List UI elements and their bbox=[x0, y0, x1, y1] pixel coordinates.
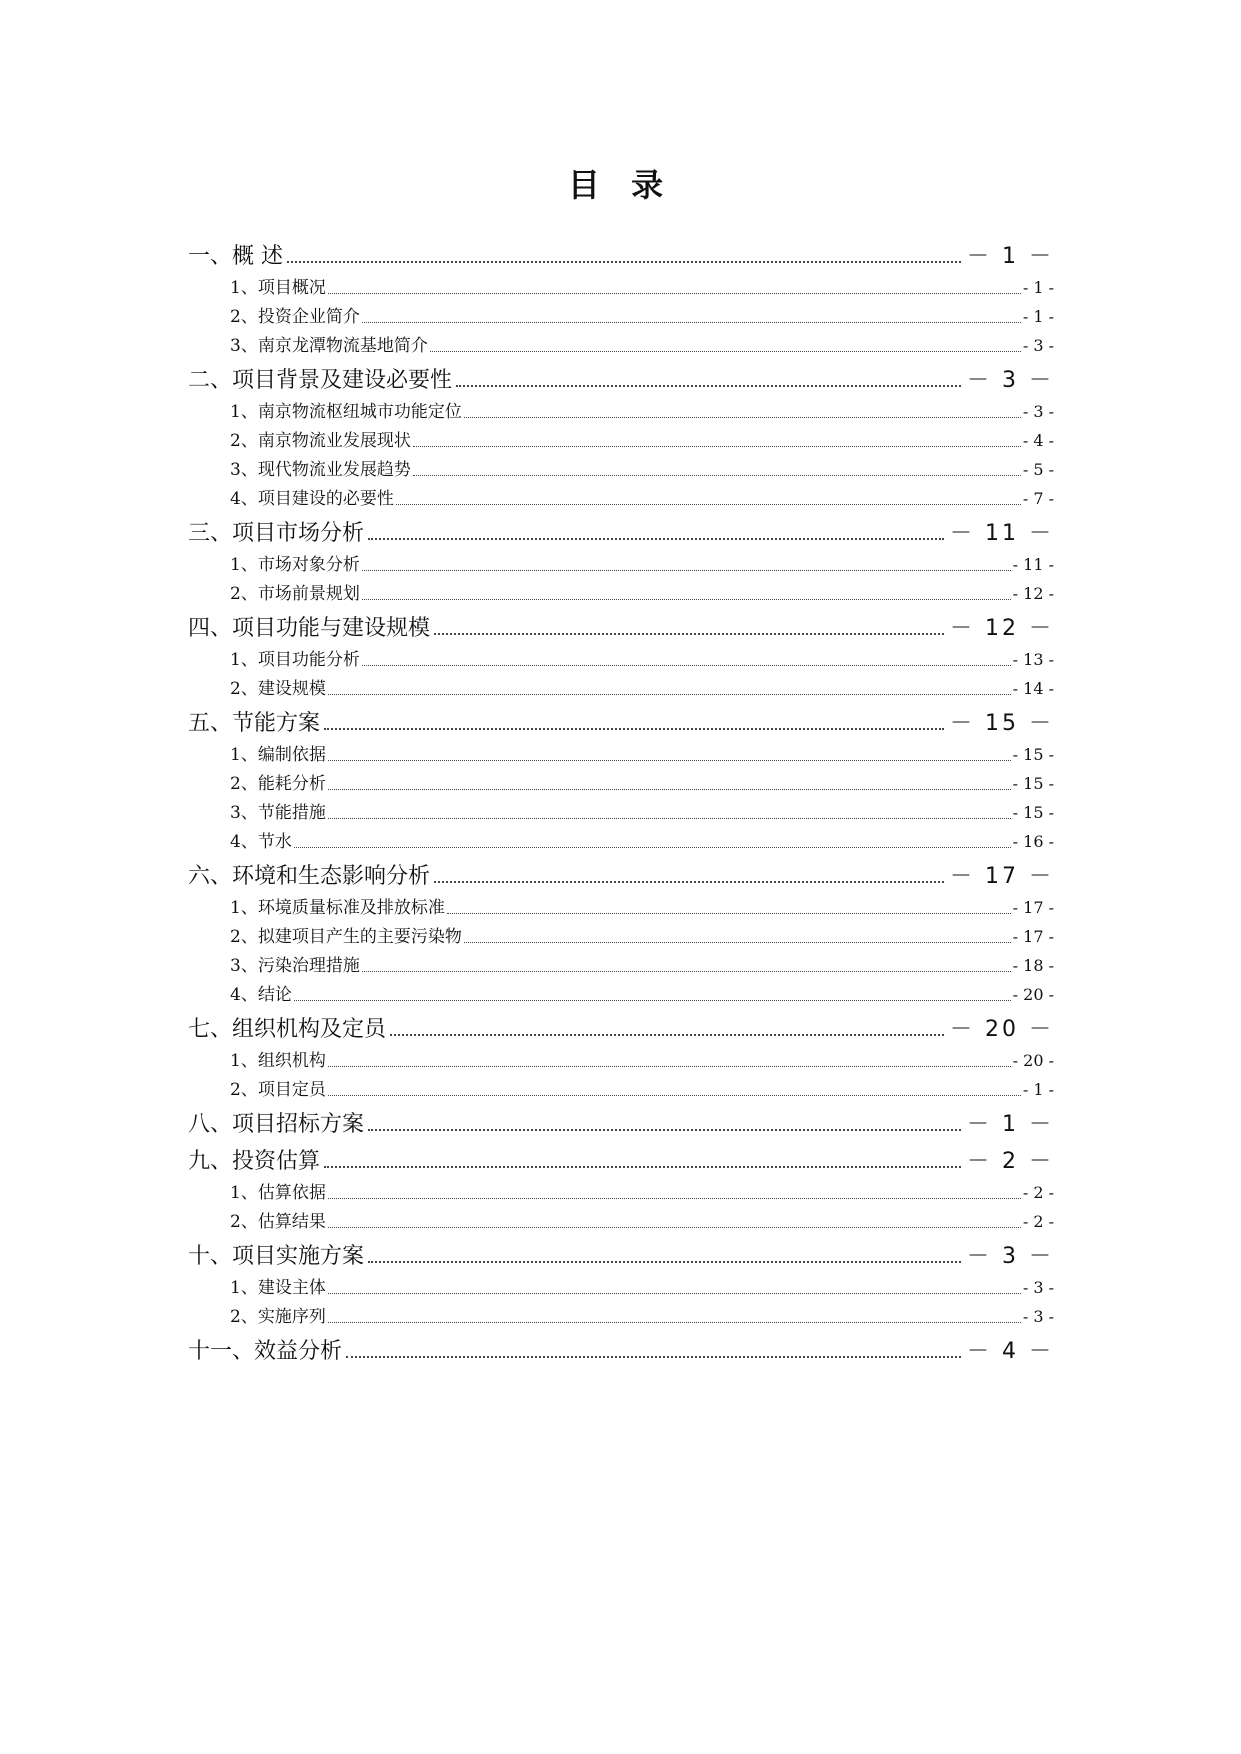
toc-dot-leader bbox=[362, 665, 1011, 666]
toc-entry-label: 七、组织机构及定员 bbox=[188, 1017, 387, 1042]
toc-section-entry[interactable] bbox=[188, 516, 1054, 550]
toc-entry-label: 2、拟建项目产生的主要污染物 bbox=[230, 927, 462, 947]
toc-dot-leader bbox=[413, 446, 1021, 447]
toc-entry-label: 3、污染治理措施 bbox=[230, 956, 360, 976]
toc-dot-leader bbox=[328, 293, 1021, 294]
toc-dot-leader bbox=[328, 694, 1011, 695]
toc-entry-label: 五、节能方案 bbox=[188, 711, 321, 736]
toc-subsection-entry[interactable] bbox=[188, 798, 1054, 827]
toc-dot-leader bbox=[328, 1095, 1021, 1096]
toc-page-number: － 3 － bbox=[967, 1244, 1054, 1269]
toc-entry-label: 2、投资企业简介 bbox=[230, 307, 360, 327]
toc-entry-label: 1、环境质量标准及排放标准 bbox=[230, 898, 445, 918]
toc-dot-leader bbox=[464, 942, 1011, 943]
toc-dot-leader bbox=[456, 385, 961, 387]
toc-section-entry[interactable] bbox=[188, 1144, 1054, 1178]
toc-subsection-entry[interactable] bbox=[188, 1046, 1054, 1075]
toc-dot-leader bbox=[328, 1293, 1021, 1294]
toc-dot-leader bbox=[328, 818, 1011, 819]
toc-entry-label: 十一、效益分析 bbox=[188, 1339, 343, 1364]
toc-entry-label: 2、实施序列 bbox=[230, 1307, 326, 1327]
toc-dot-leader bbox=[328, 1322, 1021, 1323]
toc-entry-label: 1、项目概况 bbox=[230, 278, 326, 298]
toc-section-entry[interactable] bbox=[188, 859, 1054, 893]
toc-section-entry[interactable] bbox=[188, 1239, 1054, 1273]
toc-entry-label: 2、估算结果 bbox=[230, 1212, 326, 1232]
toc-section-entry[interactable] bbox=[188, 1334, 1054, 1368]
toc-page-number: － 1 － bbox=[967, 244, 1054, 269]
toc-subsection-entry[interactable] bbox=[188, 1178, 1054, 1207]
toc-page-number: - 3 - bbox=[1022, 1307, 1054, 1326]
toc-dot-leader bbox=[396, 504, 1021, 505]
toc-page-number: － 11 － bbox=[950, 521, 1054, 546]
toc-entry-label: 4、项目建设的必要性 bbox=[230, 489, 394, 509]
toc-dot-leader bbox=[390, 1034, 944, 1036]
toc-entry-label: 六、环境和生态影响分析 bbox=[188, 864, 431, 889]
toc-subsection-entry[interactable] bbox=[188, 1075, 1054, 1104]
toc-subsection-entry[interactable] bbox=[188, 922, 1054, 951]
toc-dot-leader bbox=[328, 1066, 1011, 1067]
toc-entry-label: 3、现代物流业发展趋势 bbox=[230, 460, 411, 480]
toc-subsection-entry[interactable] bbox=[188, 484, 1054, 513]
toc-page-number: - 5 - bbox=[1022, 460, 1054, 479]
toc-subsection-entry[interactable] bbox=[188, 397, 1054, 426]
toc-entry-label: 4、节水 bbox=[230, 832, 292, 852]
toc-page-number: － 17 － bbox=[950, 864, 1054, 889]
toc-page-number: - 1 - bbox=[1022, 307, 1054, 326]
toc-entry-label: 八、项目招标方案 bbox=[188, 1112, 365, 1137]
toc-entry-label: 1、项目功能分析 bbox=[230, 650, 360, 670]
toc-entry-label: 2、能耗分析 bbox=[230, 774, 326, 794]
toc-entry-label: 4、结论 bbox=[230, 985, 292, 1005]
toc-dot-leader bbox=[362, 570, 1011, 571]
toc-subsection-entry[interactable] bbox=[188, 1273, 1054, 1302]
toc-page-number: － 20 － bbox=[950, 1017, 1054, 1042]
toc-dot-leader bbox=[324, 1166, 961, 1168]
toc-page-number: － 15 － bbox=[950, 711, 1054, 736]
table-of-contents bbox=[188, 236, 1054, 1368]
toc-dot-leader bbox=[430, 351, 1021, 352]
toc-subsection-entry[interactable] bbox=[188, 455, 1054, 484]
toc-page-number: - 15 - bbox=[1012, 803, 1054, 822]
toc-dot-leader bbox=[346, 1356, 961, 1358]
toc-subsection-entry[interactable] bbox=[188, 645, 1054, 674]
toc-dot-leader bbox=[328, 760, 1011, 761]
toc-page-number: - 2 - bbox=[1022, 1183, 1054, 1202]
toc-dot-leader bbox=[362, 599, 1011, 600]
toc-page-number: - 15 - bbox=[1012, 774, 1054, 793]
toc-page-number: － 12 － bbox=[950, 616, 1054, 641]
toc-entry-label: 三、项目市场分析 bbox=[188, 521, 365, 546]
toc-section-entry[interactable] bbox=[188, 1012, 1054, 1046]
toc-dot-leader bbox=[324, 728, 944, 730]
toc-dot-leader bbox=[294, 847, 1011, 848]
toc-subsection-entry[interactable] bbox=[188, 740, 1054, 769]
toc-section-entry[interactable] bbox=[188, 706, 1054, 740]
toc-entry-label: 二、项目背景及建设必要性 bbox=[188, 368, 453, 393]
toc-page-number: - 1 - bbox=[1022, 1080, 1054, 1099]
toc-entry-label: 四、项目功能与建设规模 bbox=[188, 616, 431, 641]
toc-entry-label: 一、概 述 bbox=[188, 244, 283, 269]
toc-subsection-entry[interactable] bbox=[188, 674, 1054, 703]
toc-entry-label: 3、节能措施 bbox=[230, 803, 326, 823]
toc-page-number: - 7 - bbox=[1022, 489, 1054, 508]
toc-subsection-entry[interactable] bbox=[188, 302, 1054, 331]
toc-entry-label: 3、南京龙潭物流基地简介 bbox=[230, 336, 428, 356]
toc-section-entry[interactable] bbox=[188, 611, 1054, 645]
toc-entry-label: 1、建设主体 bbox=[230, 1278, 326, 1298]
toc-subsection-entry[interactable] bbox=[188, 827, 1054, 856]
toc-page-number: - 20 - bbox=[1012, 1051, 1054, 1070]
toc-dot-leader bbox=[413, 475, 1021, 476]
toc-page-number: - 1 - bbox=[1022, 278, 1054, 297]
toc-section-entry[interactable] bbox=[188, 363, 1054, 397]
toc-page-number: - 15 - bbox=[1012, 745, 1054, 764]
toc-page-number: - 3 - bbox=[1022, 402, 1054, 421]
toc-section-entry[interactable] bbox=[188, 239, 1054, 273]
toc-subsection-entry[interactable] bbox=[188, 1207, 1054, 1236]
toc-dot-leader bbox=[294, 1000, 1011, 1001]
toc-subsection-entry[interactable] bbox=[188, 951, 1054, 980]
toc-title: 目 录 bbox=[567, 166, 674, 204]
toc-dot-leader bbox=[447, 913, 1011, 914]
toc-subsection-entry[interactable] bbox=[188, 550, 1054, 579]
toc-entry-label: 十、项目实施方案 bbox=[188, 1244, 365, 1269]
toc-dot-leader bbox=[328, 1198, 1021, 1199]
toc-page-number: - 14 - bbox=[1012, 679, 1054, 698]
toc-dot-leader bbox=[287, 261, 961, 263]
toc-page-number: － 3 － bbox=[967, 368, 1054, 393]
toc-subsection-entry[interactable] bbox=[188, 893, 1054, 922]
toc-dot-leader bbox=[362, 322, 1021, 323]
toc-dot-leader bbox=[434, 633, 944, 635]
toc-entry-label: 2、南京物流业发展现状 bbox=[230, 431, 411, 451]
toc-section-entry[interactable] bbox=[188, 1107, 1054, 1141]
toc-dot-leader bbox=[362, 971, 1011, 972]
toc-subsection-entry[interactable] bbox=[188, 579, 1054, 608]
toc-subsection-entry[interactable] bbox=[188, 331, 1054, 360]
toc-subsection-entry[interactable] bbox=[188, 980, 1054, 1009]
toc-page-number: - 3 - bbox=[1022, 336, 1054, 355]
toc-page-number: - 16 - bbox=[1012, 832, 1054, 851]
toc-page-number: － 4 － bbox=[967, 1339, 1054, 1364]
toc-page-number: - 3 - bbox=[1022, 1278, 1054, 1297]
toc-page-number: - 17 - bbox=[1012, 898, 1054, 917]
toc-dot-leader bbox=[328, 1227, 1021, 1228]
toc-page-number: - 2 - bbox=[1022, 1212, 1054, 1231]
toc-subsection-entry[interactable] bbox=[188, 769, 1054, 798]
toc-dot-leader bbox=[368, 1129, 961, 1131]
toc-entry-label: 1、市场对象分析 bbox=[230, 555, 360, 575]
toc-dot-leader bbox=[368, 1261, 961, 1263]
toc-page-number: - 13 - bbox=[1012, 650, 1054, 669]
toc-subsection-entry[interactable] bbox=[188, 1302, 1054, 1331]
toc-entry-label: 1、估算依据 bbox=[230, 1183, 326, 1203]
toc-subsection-entry[interactable] bbox=[188, 426, 1054, 455]
toc-entry-label: 1、编制依据 bbox=[230, 745, 326, 765]
toc-page-number: - 18 - bbox=[1012, 956, 1054, 975]
toc-entry-label: 1、组织机构 bbox=[230, 1051, 326, 1071]
toc-dot-leader bbox=[434, 881, 944, 883]
toc-entry-label: 九、投资估算 bbox=[188, 1149, 321, 1174]
toc-page-number: － 2 － bbox=[967, 1149, 1054, 1174]
toc-page-number: - 11 - bbox=[1012, 555, 1054, 574]
toc-entry-label: 2、市场前景规划 bbox=[230, 584, 360, 604]
toc-dot-leader bbox=[328, 789, 1011, 790]
toc-page-number: - 4 - bbox=[1022, 431, 1054, 450]
toc-subsection-entry[interactable] bbox=[188, 273, 1054, 302]
toc-entry-label: 1、南京物流枢纽城市功能定位 bbox=[230, 402, 462, 422]
toc-entry-label: 2、项目定员 bbox=[230, 1080, 326, 1100]
toc-page-number: － 1 － bbox=[967, 1112, 1054, 1137]
toc-page-number: - 20 - bbox=[1012, 985, 1054, 1004]
toc-page-number: - 17 - bbox=[1012, 927, 1054, 946]
toc-dot-leader bbox=[368, 538, 944, 540]
toc-page-number: - 12 - bbox=[1012, 584, 1054, 603]
toc-dot-leader bbox=[464, 417, 1021, 418]
toc-entry-label: 2、建设规模 bbox=[230, 679, 326, 699]
